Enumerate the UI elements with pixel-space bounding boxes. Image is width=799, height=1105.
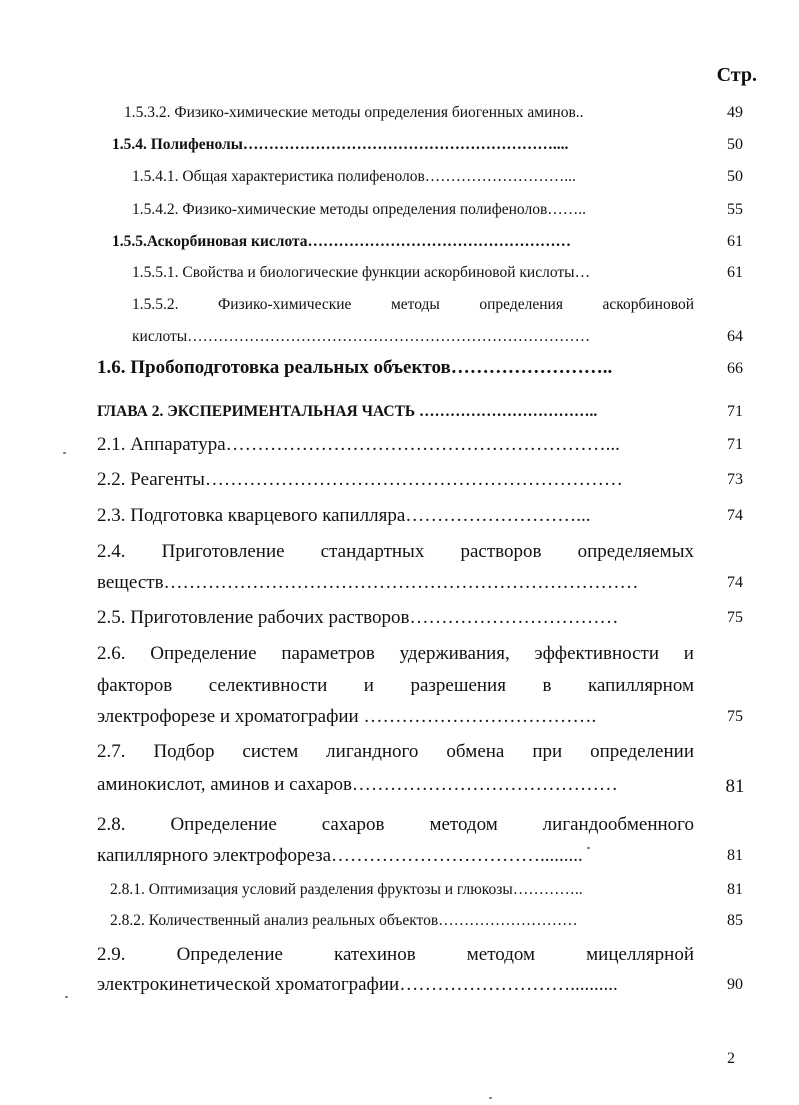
toc-entry-2.8-line2: капиллярного электрофореза……………………………......... [97, 845, 583, 866]
toc-page-number: 81 [727, 847, 743, 864]
toc-page-number: 49 [727, 104, 743, 121]
toc-entry-1.6: 1.6. Пробоподготовка реальных объектов…………………….. [97, 357, 613, 378]
toc-page-number: 64 [727, 328, 743, 345]
toc-word: определяемых [577, 541, 694, 562]
toc-word: методы [390, 296, 440, 313]
toc-page-number: 61 [727, 264, 743, 281]
toc-entry-1.5.4: 1.5.4. Полифенолы…………………………………………………….... [112, 136, 569, 153]
toc-word: Подбор [153, 741, 215, 762]
toc-word: систем [242, 741, 299, 762]
toc-entry-2.9-line1 [97, 944, 694, 966]
toc-word: определения [479, 296, 563, 313]
toc-page-number: 50 [727, 168, 743, 185]
toc-word: растворов [460, 541, 542, 562]
toc-entry-2.8.1: 2.8.1. Оптимизация условий разделения фруктозы и глюкозы………….. [110, 881, 583, 898]
toc-word: аскорбиновой [602, 296, 694, 313]
toc-entry-2.4-line1 [97, 541, 694, 563]
scan-speck [489, 1097, 492, 1099]
toc-word: при [532, 741, 563, 762]
toc-entry-2.1: 2.1. Аппаратура……………………………………………………... [97, 434, 620, 455]
toc-word: катехинов [334, 944, 416, 965]
toc-word: капиллярном [587, 675, 694, 696]
toc-word: Физико-химические [218, 296, 352, 313]
toc-word: эффективности [534, 643, 660, 664]
toc-entry-2.2: 2.2. Реагенты………………………………………………………… [97, 469, 623, 490]
page-number: 2 [727, 1050, 735, 1067]
toc-word: факторов [97, 675, 173, 696]
toc-entry-1.5.5.2-line1 [132, 296, 694, 314]
toc-entry-1.5.5.1: 1.5.5.1. Свойства и биологические функции аскорбиновой кислоты… [132, 264, 591, 281]
toc-word: определении [590, 741, 694, 762]
scan-speck [63, 452, 66, 454]
toc-word: методом [466, 944, 536, 965]
toc-page-number: 71 [727, 436, 743, 453]
toc-word: 1.5.5.2. [132, 296, 179, 313]
toc-word: в [542, 675, 552, 696]
toc-entry-1.5.5: 1.5.5.Аскорбиновая кислота…………………………………………… [112, 233, 572, 250]
toc-word: мицеллярной [586, 944, 694, 965]
toc-page-number: 75 [727, 609, 743, 626]
toc-entry-1.5.4.1: 1.5.4.1. Общая характеристика полифенолов………………………... [132, 168, 576, 185]
toc-entry-1.5.3.2: 1.5.3.2. Физико-химические методы определения биогенных аминов.. [124, 104, 584, 121]
toc-entry-2.3: 2.3. Подготовка кварцевого капилляра………………………... [97, 505, 591, 526]
toc-entry-1.5.5.2-line2: кислоты…………………………………………………………………… [132, 328, 591, 345]
toc-entry-2.5: 2.5. Приготовление рабочих растворов…………………………… [97, 607, 619, 628]
toc-word: Приготовление [161, 541, 285, 562]
toc-word: разрешения [410, 675, 506, 696]
toc-page-number: 74 [727, 574, 743, 591]
toc-page-number: 75 [727, 708, 743, 725]
toc-word: 2.8. [97, 814, 126, 835]
toc-word: и [683, 643, 694, 664]
toc-word: Определение [150, 643, 257, 664]
toc-entry-2.8-line1 [97, 814, 694, 836]
toc-page-number: 85 [727, 912, 743, 929]
toc-word: параметров [281, 643, 375, 664]
toc-entry-2.6-line1 [97, 643, 694, 665]
toc-word: лигандообменного [542, 814, 694, 835]
toc-word: сахаров [321, 814, 385, 835]
toc-entry-chapter-2: ГЛАВА 2. ЭКСПЕРИМЕНТАЛЬНАЯ ЧАСТЬ …………………………….. [97, 403, 598, 420]
toc-page-number: 81 [725, 776, 745, 797]
toc-entry-2.8.2: 2.8.2. Количественный анализ реальных объектов……………………… [110, 912, 578, 929]
toc-entry-2.4-line2: веществ………………………………………………………………… [97, 572, 639, 593]
toc-page-number: 66 [727, 360, 743, 377]
toc-entry-2.7-line1 [97, 741, 694, 763]
scan-speck [65, 996, 68, 998]
toc-word: методом [429, 814, 498, 835]
toc-word: 2.7. [97, 741, 126, 762]
toc-word: обмена [446, 741, 505, 762]
toc-word: и [363, 675, 374, 696]
toc-entry-1.5.4.2: 1.5.4.2. Физико-химические методы определения полифенолов…….. [132, 201, 587, 218]
toc-page-number: 73 [727, 471, 743, 488]
toc-page-number: 90 [727, 976, 743, 993]
toc-word: Определение [176, 944, 283, 965]
toc-entry-2.9-line2: электрокинетической хроматографии……………………….......... [97, 974, 618, 995]
toc-word: Определение [170, 814, 277, 835]
toc-page-number: 55 [727, 201, 743, 218]
toc-word: лигандного [326, 741, 419, 762]
toc-page-number: 74 [727, 507, 743, 524]
toc-page-number: 71 [727, 403, 743, 420]
scan-speck [587, 847, 590, 849]
toc-entry-2.6-line2 [97, 675, 694, 697]
toc-word: 2.4. [97, 541, 126, 562]
toc-page-number: 50 [727, 136, 743, 153]
toc-entry-2.6-line3: электрофорезе и хроматографии ………………………………. [97, 706, 597, 727]
toc-word: удерживания, [399, 643, 510, 664]
toc-entry-2.7-line2: аминокислот, аминов и сахаров…………………………………… [97, 774, 618, 795]
toc-word: 2.6. [97, 643, 126, 664]
toc-page-number: 61 [727, 233, 743, 250]
toc-word: стандартных [320, 541, 425, 562]
page-column-header: Стр. [716, 64, 757, 86]
toc-word: селективности [208, 675, 328, 696]
toc-word: 2.9. [97, 944, 126, 965]
toc-page-number: 81 [727, 881, 743, 898]
